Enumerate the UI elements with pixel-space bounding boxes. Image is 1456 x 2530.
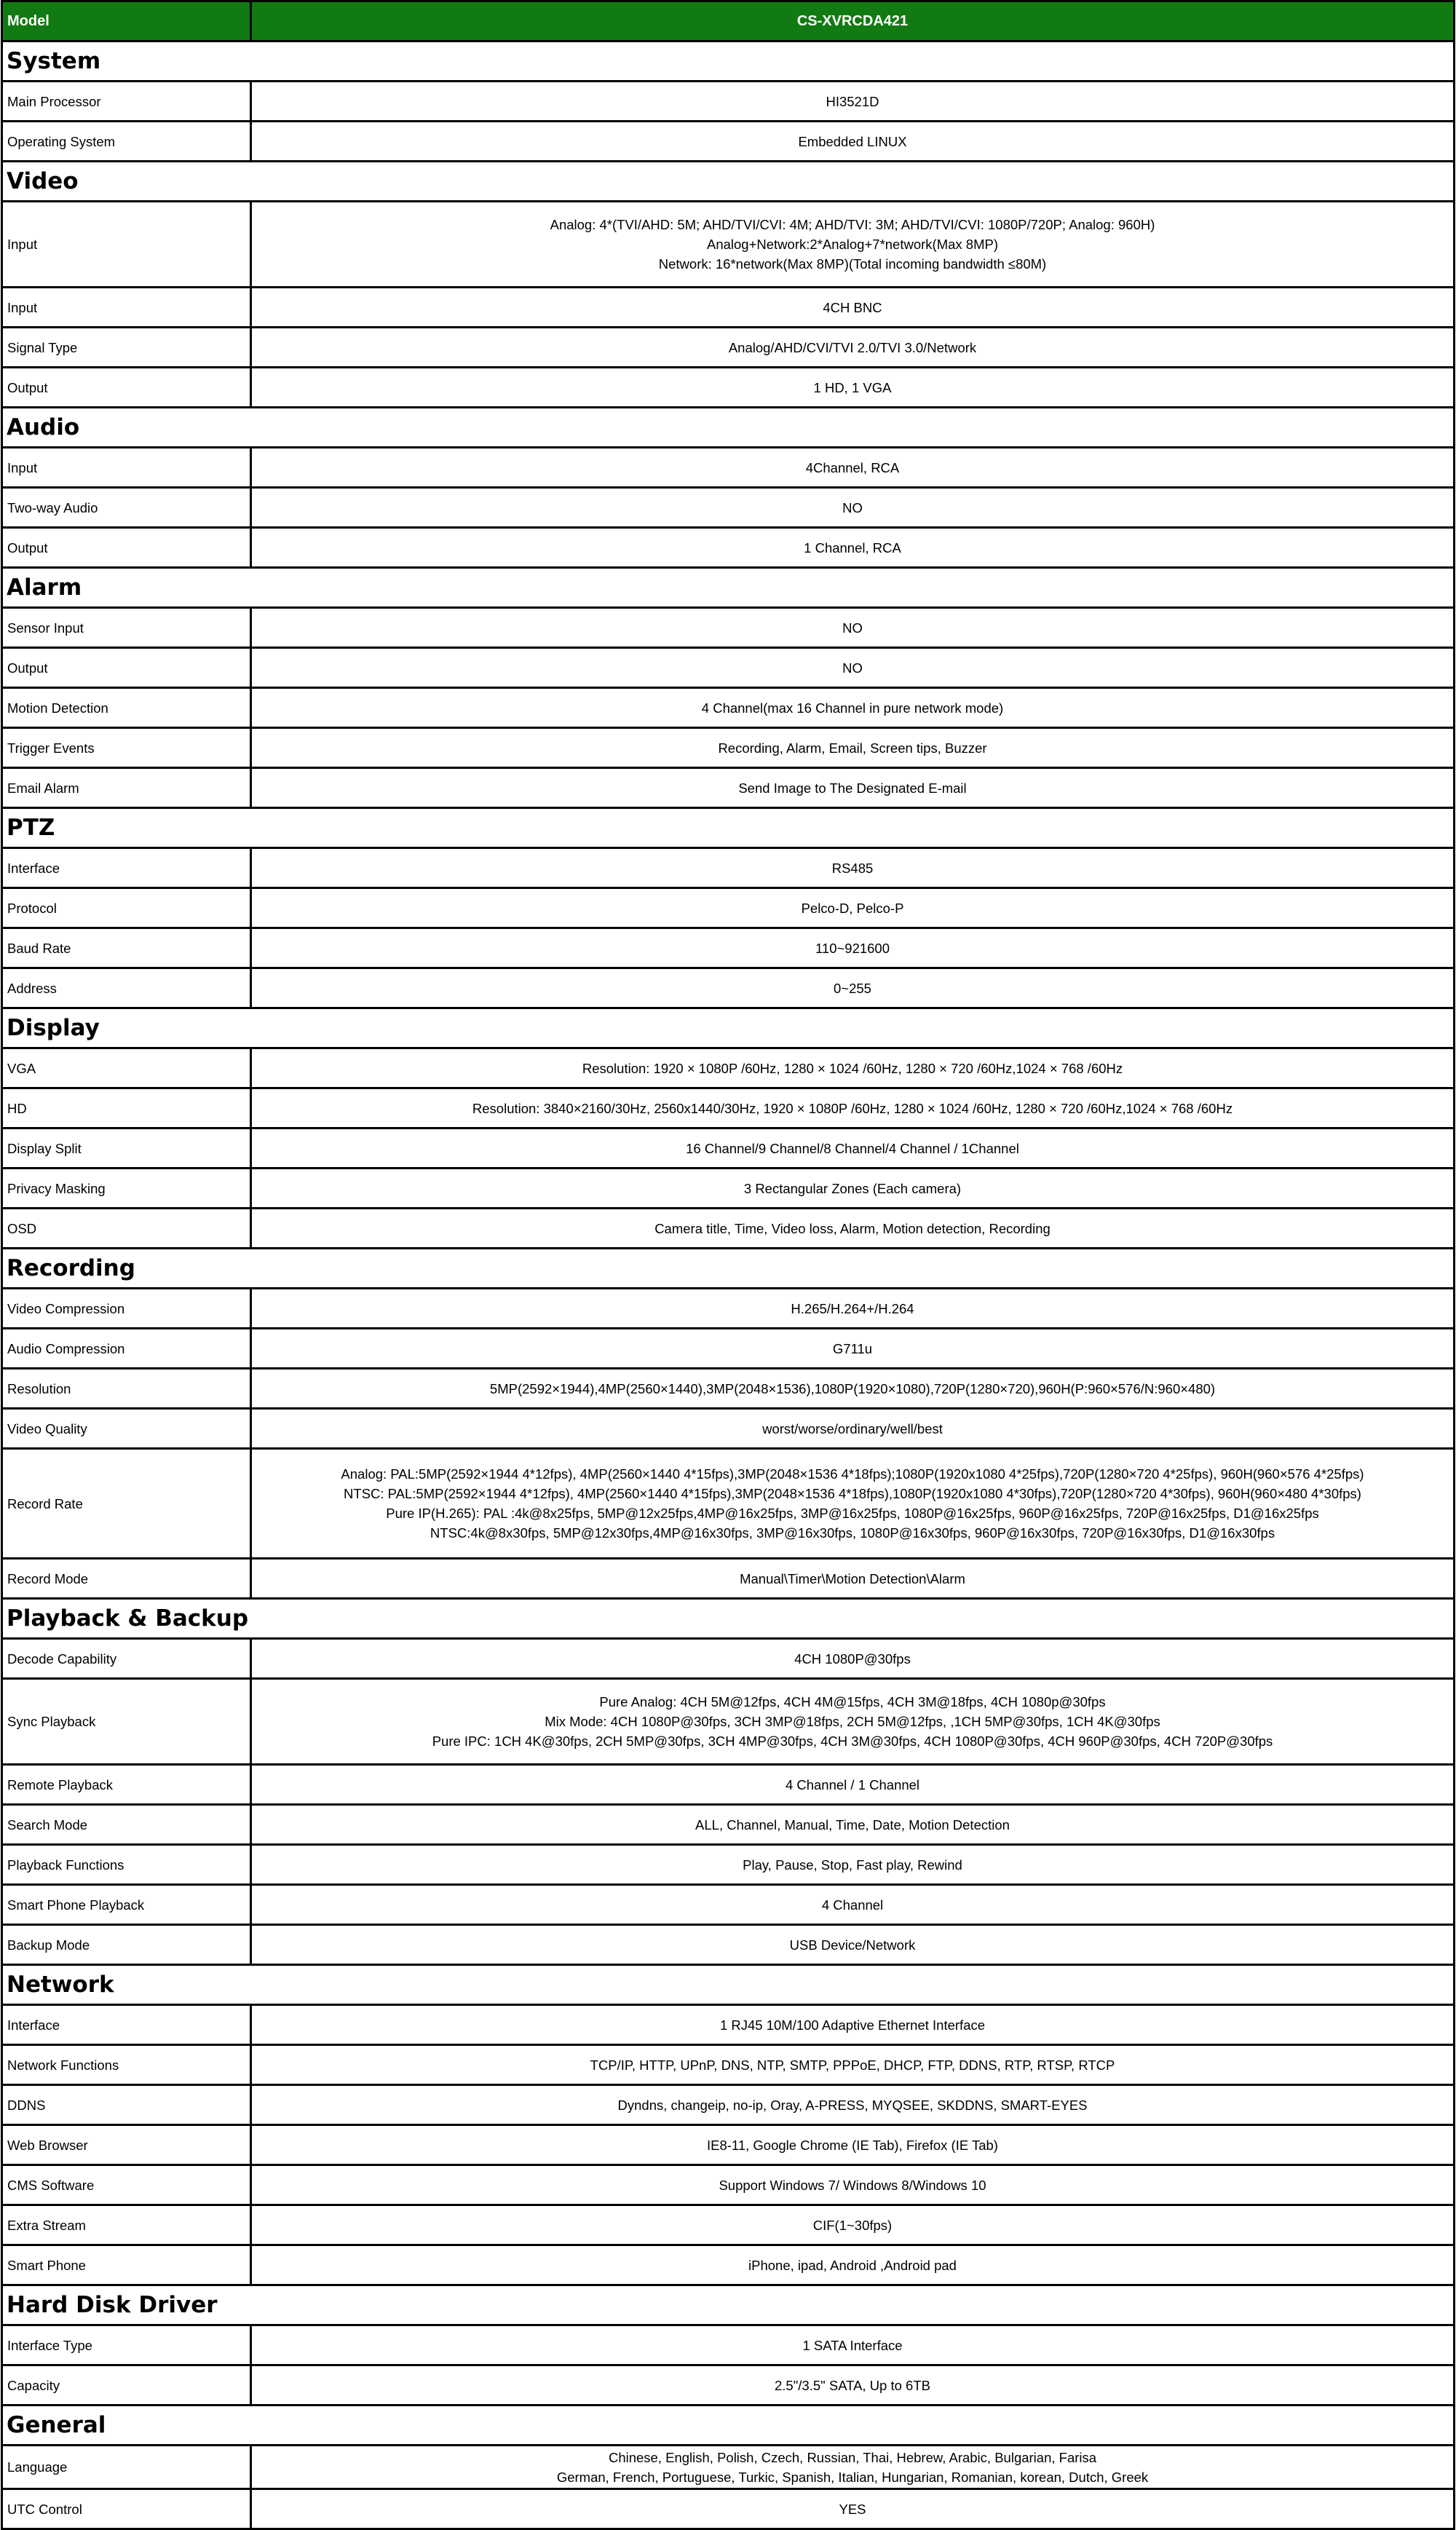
- section-hard-disk-driver: [2, 2285, 1455, 2325]
- spec-value-line: 1 HD, 1 VGA: [813, 379, 892, 395]
- section-title: Video: [2, 162, 1455, 202]
- spec-value: [251, 1329, 1455, 1369]
- spec-label: VGA: [2, 1048, 251, 1088]
- spec-value-line: Recording, Alarm, Email, Screen tips, Buzzer: [718, 740, 987, 756]
- spec-row: [2, 1088, 1455, 1128]
- spec-label: Signal Type: [2, 328, 251, 368]
- spec-value: [251, 1088, 1455, 1128]
- spec-value-line: 1 RJ45 10M/100 Adaptive Ethernet Interface: [719, 2017, 986, 2033]
- header-row: [2, 1, 1455, 41]
- spec-label: UTC Control: [2, 2489, 251, 2529]
- spec-value-line: 0~255: [834, 980, 871, 996]
- spec-row: [2, 1805, 1455, 1845]
- spec-label: Search Mode: [2, 1805, 251, 1845]
- spec-value-line: 4CH BNC: [823, 299, 882, 315]
- spec-row: [2, 1845, 1455, 1885]
- spec-value: [251, 1289, 1455, 1329]
- spec-value: [251, 122, 1455, 162]
- spec-table: [1, 0, 1455, 2530]
- spec-label: Playback Functions: [2, 1845, 251, 1885]
- spec-value: [251, 848, 1455, 888]
- spec-value: [251, 448, 1455, 488]
- spec-label: Network Functions: [2, 2045, 251, 2085]
- spec-row: [2, 1925, 1455, 1965]
- spec-value-line: RS485: [831, 860, 874, 876]
- spec-label: Interface: [2, 2005, 251, 2045]
- spec-row: [2, 288, 1455, 328]
- spec-row: [2, 1369, 1455, 1409]
- spec-label: Video Quality: [2, 1409, 251, 1449]
- spec-label: Sync Playback: [2, 1679, 251, 1765]
- spec-label: OSD: [2, 1209, 251, 1249]
- spec-row: [2, 1885, 1455, 1925]
- spec-row: [2, 928, 1455, 968]
- spec-label: Output: [2, 648, 251, 688]
- section-title: Alarm: [2, 568, 1455, 608]
- spec-value-line: Pure Analog: 4CH 5M@12fps, 4CH 4M@15fps, 4CH 3M@18fps, 4CH 1080p@30fps: [599, 1694, 1106, 1709]
- spec-row: [2, 888, 1455, 928]
- spec-row: [2, 1128, 1455, 1169]
- section-title: Display: [2, 1008, 1455, 1048]
- spec-value: [251, 1449, 1455, 1559]
- spec-row: [2, 528, 1455, 568]
- spec-value-line: ALL, Channel, Manual, Time, Date, Motion Detection: [695, 1817, 1010, 1833]
- spec-value-line: NTSC:4k@8x30fps, 5MP@12x30fps,4MP@16x30fps, 3MP@16x30fps, 1080P@16x30fps, 960P@16x30fps, 720P@16x30fps, D1@16x30fps: [430, 1525, 1275, 1541]
- spec-label: Video Compression: [2, 1289, 251, 1329]
- spec-value-line: 4CH 1080P@30fps: [794, 1651, 911, 1667]
- spec-value-line: NO: [842, 499, 863, 515]
- spec-row: [2, 1209, 1455, 1249]
- spec-value: [251, 2365, 1455, 2406]
- spec-value-line: worst/worse/ordinary/well/best: [762, 1420, 943, 1436]
- spec-row: [2, 1289, 1455, 1329]
- spec-row: [2, 2045, 1455, 2085]
- spec-value-line: 5MP(2592×1944),4MP(2560×1440),3MP(2048×1536),1080P(1920×1080),720P(1280×720),960H(P:960×576/N:960×480): [489, 1380, 1216, 1396]
- section-title: General: [2, 2406, 1455, 2446]
- spec-value-line: Resolution: 1920 × 1080P /60Hz, 1280 × 1024 /60Hz, 1280 × 720 /60Hz,1024 × 768 /60Hz: [582, 1060, 1123, 1076]
- spec-label: Trigger Events: [2, 728, 251, 768]
- spec-label: Input: [2, 448, 251, 488]
- spec-row: [2, 122, 1455, 162]
- section-video: [2, 162, 1455, 202]
- spec-row: [2, 2489, 1455, 2529]
- section-title: Recording: [2, 1249, 1455, 1289]
- spec-value: [251, 1209, 1455, 1249]
- spec-label: Smart Phone: [2, 2245, 251, 2285]
- spec-label: Interface Type: [2, 2325, 251, 2365]
- spec-label: Resolution: [2, 1369, 251, 1409]
- spec-row: [2, 448, 1455, 488]
- spec-value-line: NTSC: PAL:5MP(2592×1944 4*12fps), 4MP(2560×1440 4*15fps),3MP(2048×1536 4*18fps),1080P(1920x1080 4*30fps),720P(1280×720 4*30fps), 960H(960×480 4*30fps): [344, 1486, 1361, 1501]
- spec-row: [2, 1679, 1455, 1765]
- spec-value-line: Analog: 4*(TVI/AHD: 5M; AHD/TVI/CVI: 4M; AHD/TVI: 3M; AHD/TVI/CVI: 1080P/720P; Analog: 960H): [550, 217, 1155, 232]
- section-title: Audio: [2, 408, 1455, 448]
- section-recording: [2, 1249, 1455, 1289]
- spec-value: [251, 1805, 1455, 1845]
- spec-label: Language: [2, 2446, 251, 2489]
- spec-label: Backup Mode: [2, 1925, 251, 1965]
- spec-row: [2, 2245, 1455, 2285]
- spec-value: [251, 1169, 1455, 1209]
- spec-value: [251, 488, 1455, 528]
- spec-value-line: 1 SATA Interface: [802, 2337, 903, 2353]
- spec-value-line: 3 Rectangular Zones (Each camera): [743, 1180, 962, 1196]
- spec-value-line: Support Windows 7/ Windows 8/Windows 10: [719, 2177, 986, 2193]
- section-alarm: [2, 568, 1455, 608]
- spec-value: [251, 648, 1455, 688]
- spec-row: [2, 2125, 1455, 2165]
- spec-label: Protocol: [2, 888, 251, 928]
- spec-value-line: iPhone, ipad, Android ,Android pad: [748, 2257, 957, 2273]
- header-label: Model: [2, 1, 251, 41]
- spec-value: [251, 1559, 1455, 1599]
- spec-row: [2, 328, 1455, 368]
- spec-row: [2, 82, 1455, 122]
- spec-row: [2, 368, 1455, 408]
- section-title: PTZ: [2, 808, 1455, 848]
- spec-label: Web Browser: [2, 2125, 251, 2165]
- spec-value: [251, 82, 1455, 122]
- spec-value: [251, 888, 1455, 928]
- spec-label: Two-way Audio: [2, 488, 251, 528]
- spec-label: Record Mode: [2, 1559, 251, 1599]
- spec-value: [251, 1885, 1455, 1925]
- spec-row: [2, 488, 1455, 528]
- spec-label: Decode Capability: [2, 1639, 251, 1679]
- spec-value-line: 1 Channel, RCA: [804, 539, 901, 556]
- spec-label: CMS Software: [2, 2165, 251, 2205]
- spec-row: [2, 1559, 1455, 1599]
- spec-value: [251, 528, 1455, 568]
- spec-value: [251, 688, 1455, 728]
- spec-value-line: Play, Pause, Stop, Fast play, Rewind: [743, 1857, 962, 1873]
- spec-value-line: Embedded LINUX: [798, 133, 907, 149]
- spec-row: [2, 2446, 1455, 2489]
- spec-row: [2, 728, 1455, 768]
- spec-row: [2, 968, 1455, 1008]
- spec-label: Operating System: [2, 122, 251, 162]
- spec-value-line: Resolution: 3840×2160/30Hz, 2560x1440/30Hz, 1920 × 1080P /60Hz, 1280 × 1024 /60Hz, 1280 × 720 /60Hz,1024 × 768 /60Hz: [472, 1100, 1233, 1116]
- spec-row: [2, 1329, 1455, 1369]
- spec-label: Email Alarm: [2, 768, 251, 808]
- section-ptz: [2, 808, 1455, 848]
- spec-value-line: H.265/H.264+/H.264: [791, 1300, 914, 1316]
- spec-value-line: 4 Channel(max 16 Channel in pure network mode): [701, 700, 1004, 716]
- spec-label: HD: [2, 1088, 251, 1128]
- spec-row: [2, 1449, 1455, 1559]
- spec-value-line: Analog/AHD/CVI/TVI 2.0/TVI 3.0/Network: [728, 339, 977, 355]
- spec-value: [251, 1369, 1455, 1409]
- spec-row: [2, 1639, 1455, 1679]
- spec-value-line: Analog: PAL:5MP(2592×1944 4*12fps), 4MP(2560×1440 4*15fps),3MP(2048×1536 4*18fps);1080P(1920x1080 4*25fps),720P(1280×720 4*25fps), 960H(960×576 4*25fps): [341, 1466, 1364, 1482]
- spec-row: [2, 2005, 1455, 2045]
- spec-label: Input: [2, 202, 251, 288]
- spec-value: [251, 2005, 1455, 2045]
- spec-value-line: German, French, Portuguese, Turkic, Spanish, Italian, Hungarian, Romanian, korean, Dutch, Greek: [556, 2469, 1149, 2485]
- section-display: [2, 1008, 1455, 1048]
- spec-value: [251, 2205, 1455, 2245]
- spec-value-line: 4Channel, RCA: [805, 459, 900, 475]
- spec-value: [251, 202, 1455, 288]
- spec-value-line: Camera title, Time, Video loss, Alarm, Motion detection, Recording: [654, 1220, 1051, 1236]
- spec-label: Address: [2, 968, 251, 1008]
- spec-value: [251, 1409, 1455, 1449]
- spec-row: [2, 688, 1455, 728]
- spec-value-line: 4 Channel: [821, 1897, 884, 1913]
- spec-row: [2, 2085, 1455, 2125]
- spec-label: Audio Compression: [2, 1329, 251, 1369]
- section-general: [2, 2406, 1455, 2446]
- spec-row: [2, 1765, 1455, 1805]
- spec-value-line: 16 Channel/9 Channel/8 Channel/4 Channel / 1Channel: [686, 1140, 1019, 1156]
- spec-value-line: NO: [842, 620, 863, 636]
- spec-value-line: TCP/IP, HTTP, UPnP, DNS, NTP, SMTP, PPPoE, DHCP, FTP, DDNS, RTP, RTSP, RTCP: [590, 2057, 1115, 2073]
- section-system: [2, 41, 1455, 82]
- spec-label: Output: [2, 368, 251, 408]
- model-number: CS-XVRCDA421: [251, 1, 1455, 41]
- spec-value-line: 110~921600: [815, 940, 890, 956]
- spec-value: [251, 768, 1455, 808]
- spec-label: Record Rate: [2, 1449, 251, 1559]
- spec-value: [251, 1639, 1455, 1679]
- spec-value: [251, 608, 1455, 648]
- spec-value-line: Mix Mode: 4CH 1080P@30fps, 3CH 3MP@18fps, 2CH 5M@12fps, ,1CH 5MP@30fps, 1CH 4K@30fps: [545, 1714, 1160, 1729]
- spec-value: [251, 728, 1455, 768]
- section-title: Playback & Backup: [2, 1599, 1455, 1639]
- spec-row: [2, 648, 1455, 688]
- section-playback-backup: [2, 1599, 1455, 1639]
- spec-label: DDNS: [2, 2085, 251, 2125]
- spec-row: [2, 1409, 1455, 1449]
- section-network: [2, 1965, 1455, 2005]
- spec-value-line: USB Device/Network: [789, 1937, 916, 1953]
- spec-row: [2, 608, 1455, 648]
- spec-value-line: CIF(1~30fps): [812, 2217, 893, 2233]
- spec-label: Input: [2, 288, 251, 328]
- spec-row: [2, 1048, 1455, 1088]
- spec-row: [2, 2205, 1455, 2245]
- spec-value-line: YES: [839, 2501, 866, 2517]
- spec-row: [2, 848, 1455, 888]
- spec-value: [251, 288, 1455, 328]
- spec-value: [251, 1128, 1455, 1169]
- spec-row: [2, 202, 1455, 288]
- spec-value: [251, 1048, 1455, 1088]
- spec-value-line: Dyndns, changeip, no-ip, Oray, A-PRESS, MYQSEE, SKDDNS, SMART-EYES: [617, 2097, 1088, 2113]
- spec-label: Output: [2, 528, 251, 568]
- spec-row: [2, 2165, 1455, 2205]
- spec-value-line: Pure IP(H.265): PAL :4k@8x25fps, 5MP@12x25fps,4MP@16x25fps, 3MP@16x25fps, 1080P@16x25fps, 960P@16x25fps, 720P@16x25fps, D1@16x25fps: [386, 1506, 1319, 1521]
- spec-value: [251, 2489, 1455, 2529]
- spec-value-line: Network: 16*network(Max 8MP)(Total incoming bandwidth ≤80M): [658, 256, 1047, 272]
- spec-value: [251, 1925, 1455, 1965]
- spec-value-line: Pure IPC: 1CH 4K@30fps, 2CH 5MP@30fps, 3CH 4MP@30fps, 4CH 3M@30fps, 4CH 1080P@30fps, 4CH 960P@30fps, 4CH 720P@30fps: [432, 1734, 1273, 1749]
- spec-table-body: [2, 1, 1455, 2529]
- spec-label: Remote Playback: [2, 1765, 251, 1805]
- section-title: Network: [2, 1965, 1455, 2005]
- section-title: Hard Disk Driver: [2, 2285, 1455, 2325]
- spec-label: Privacy Masking: [2, 1169, 251, 1209]
- spec-value-line: Manual\Timer\Motion Detection\Alarm: [740, 1570, 965, 1586]
- spec-value-line: NO: [842, 660, 863, 676]
- spec-value: [251, 2245, 1455, 2285]
- spec-value-line: IE8-11, Google Chrome (IE Tab), Firefox (IE Tab): [707, 2137, 998, 2153]
- spec-label: Extra Stream: [2, 2205, 251, 2245]
- spec-value: [251, 2446, 1455, 2489]
- spec-label: Smart Phone Playback: [2, 1885, 251, 1925]
- spec-value: [251, 968, 1455, 1008]
- spec-value: [251, 1845, 1455, 1885]
- spec-value-line: Pelco-D, Pelco-P: [801, 900, 904, 916]
- section-title: System: [2, 41, 1455, 82]
- spec-label: Sensor Input: [2, 608, 251, 648]
- spec-row: [2, 768, 1455, 808]
- spec-value-line: Send Image to The Designated E-mail: [738, 780, 967, 796]
- spec-value: [251, 1679, 1455, 1765]
- spec-value-line: Analog+Network:2*Analog+7*network(Max 8MP): [706, 237, 998, 252]
- spec-row: [2, 2365, 1455, 2406]
- spec-value: [251, 928, 1455, 968]
- spec-value-line: 4 Channel / 1 Channel: [785, 1776, 920, 1792]
- spec-value-line: HI3521D: [826, 93, 879, 109]
- spec-value: [251, 368, 1455, 408]
- spec-value: [251, 2165, 1455, 2205]
- spec-label: Baud Rate: [2, 928, 251, 968]
- spec-label: Main Processor: [2, 82, 251, 122]
- spec-row: [2, 2325, 1455, 2365]
- spec-value: [251, 2325, 1455, 2365]
- spec-value-line: G711u: [832, 1340, 873, 1356]
- spec-value-line: 2.5"/3.5" SATA, Up to 6TB: [775, 2377, 930, 2393]
- spec-label: Display Split: [2, 1128, 251, 1169]
- spec-row: [2, 1169, 1455, 1209]
- spec-value: [251, 328, 1455, 368]
- spec-value-line: Chinese, English, Polish, Czech, Russian, Thai, Hebrew, Arabic, Bulgarian, Farisa: [608, 2449, 1097, 2465]
- spec-label: Motion Detection: [2, 688, 251, 728]
- spec-label: Capacity: [2, 2365, 251, 2406]
- spec-value: [251, 2125, 1455, 2165]
- spec-value: [251, 2045, 1455, 2085]
- spec-value: [251, 2085, 1455, 2125]
- section-audio: [2, 408, 1455, 448]
- spec-label: Interface: [2, 848, 251, 888]
- spec-value: [251, 1765, 1455, 1805]
